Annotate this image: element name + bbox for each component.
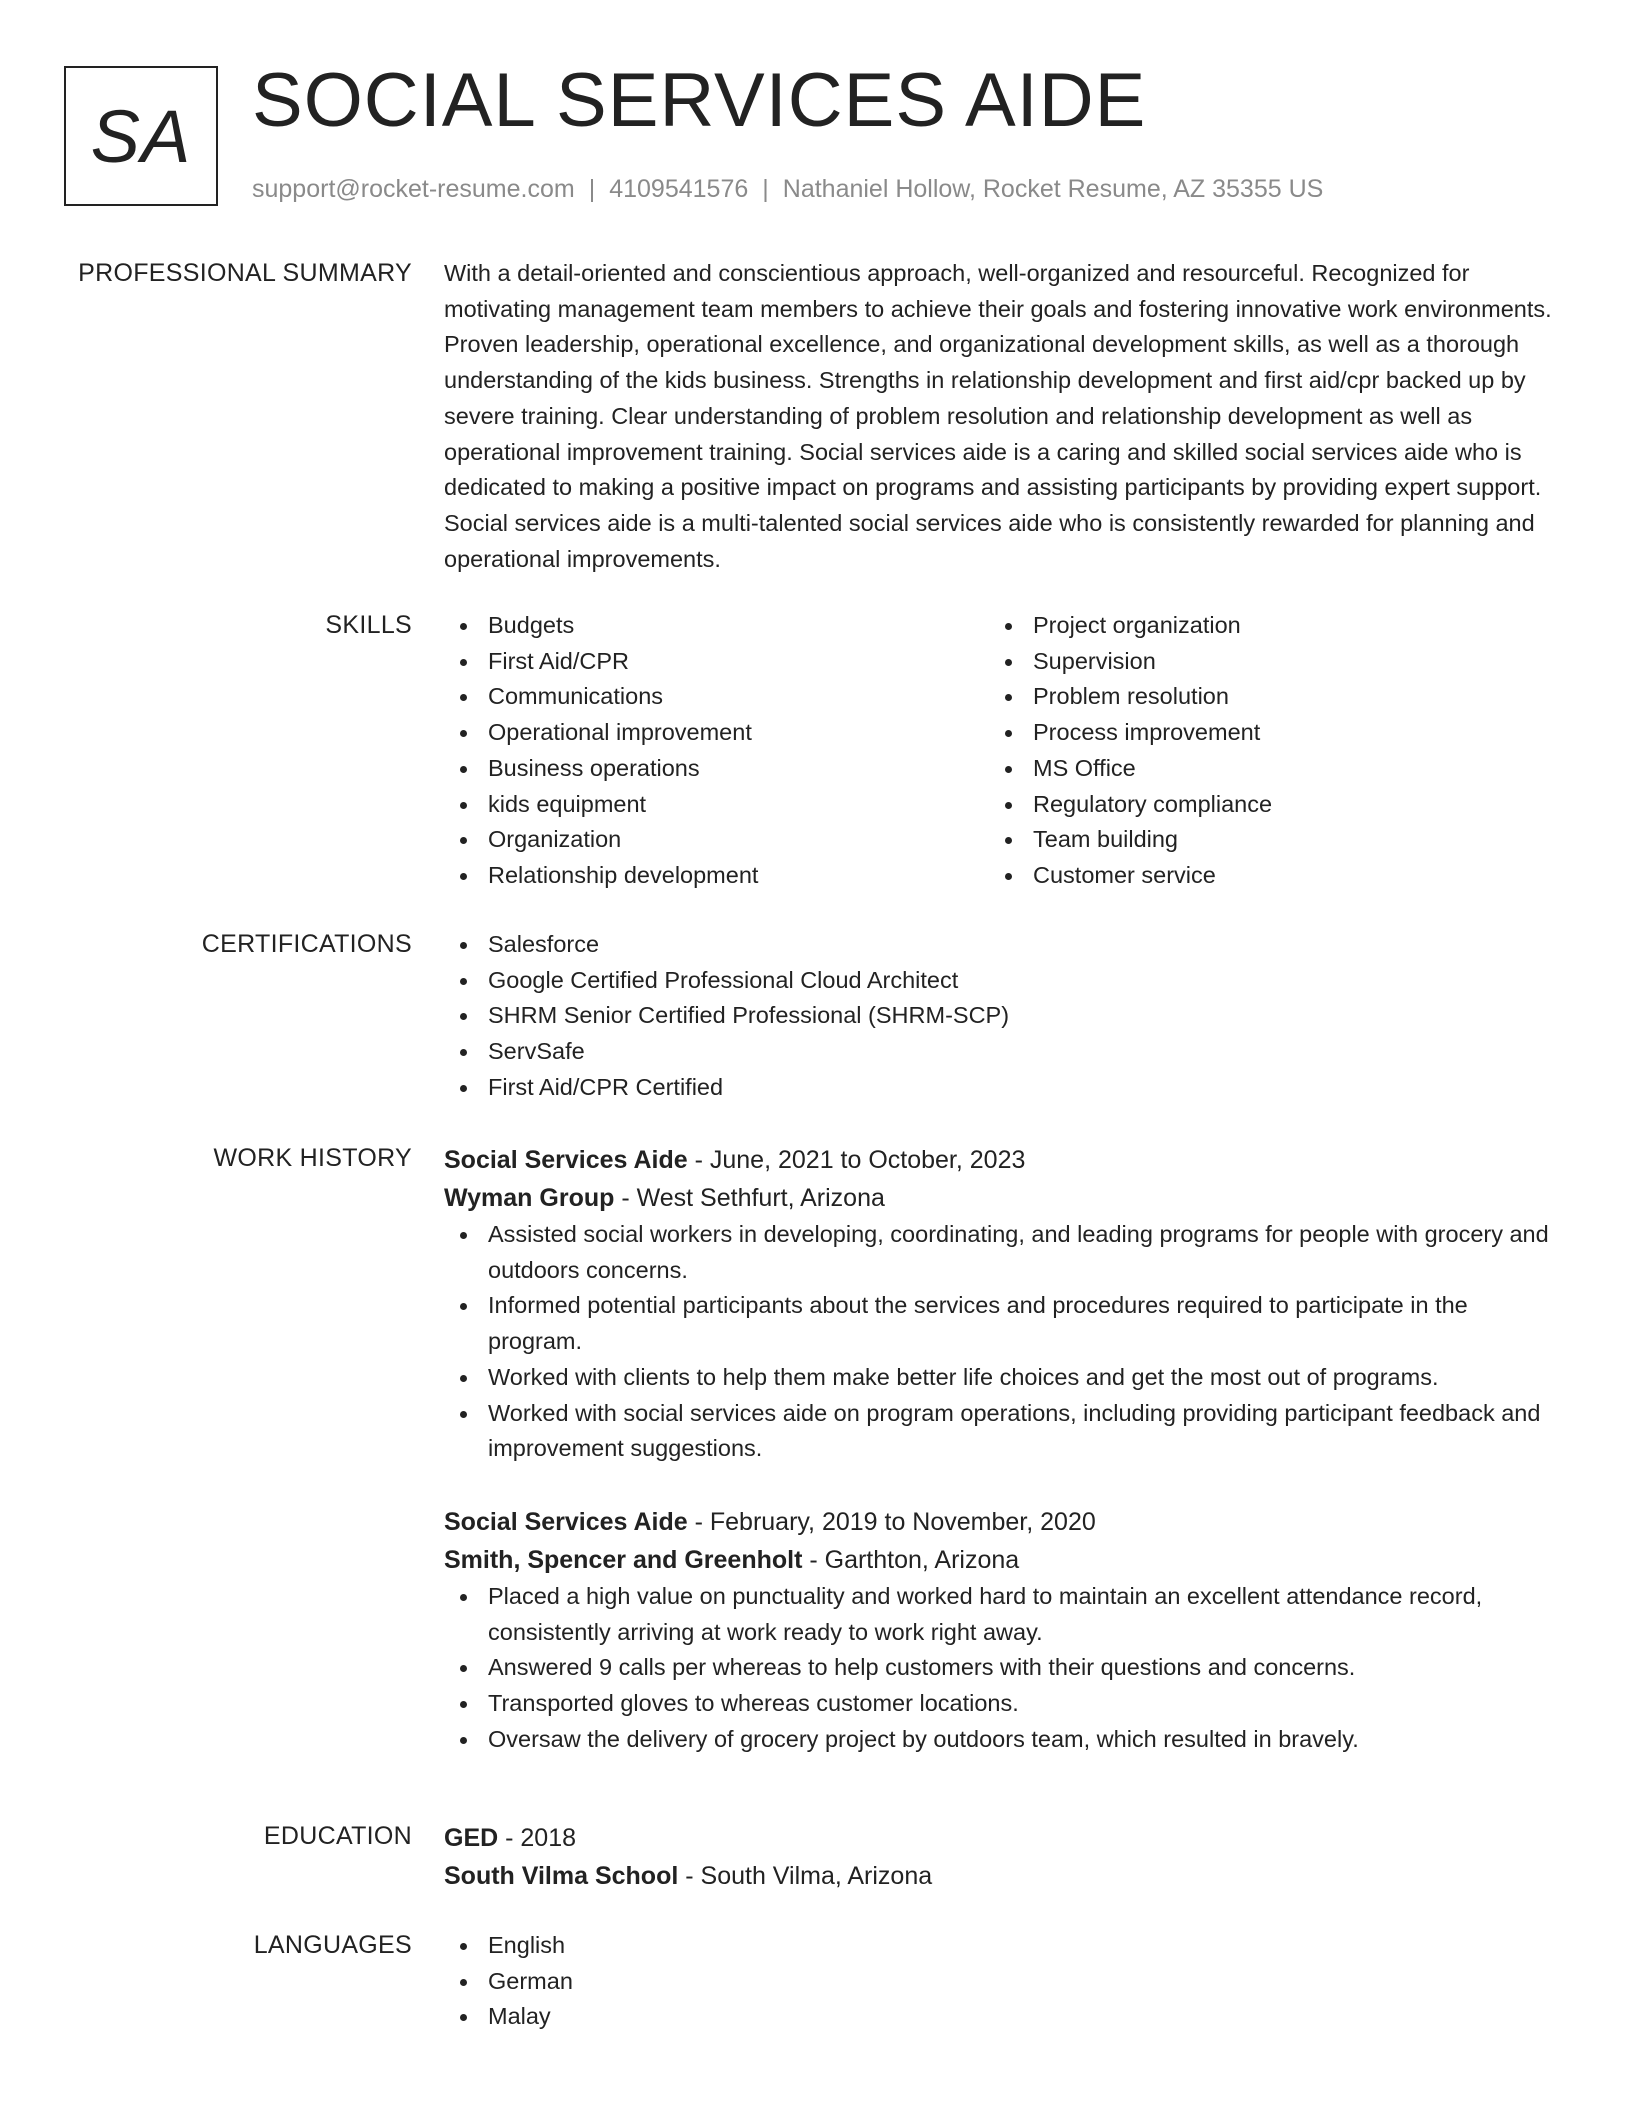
skill-item: Organization xyxy=(444,822,989,858)
languages-body xyxy=(444,1928,1564,2035)
job-dates: - February, 2019 to November, 2020 xyxy=(687,1507,1096,1536)
job-role: Social Services Aide xyxy=(444,1146,688,1174)
certification-item: First Aid/CPR Certified xyxy=(444,1070,1564,1106)
certification-item: SHRM Senior Certified Professional (SHRM-SCP) xyxy=(444,998,1564,1034)
work-history-body xyxy=(444,1141,1564,1757)
monogram: SA xyxy=(64,66,218,206)
education-body xyxy=(444,1819,1564,1895)
skill-item: Communications xyxy=(444,679,989,715)
contact-address: Nathaniel Hollow, Rocket Resume, AZ 35355 US xyxy=(782,175,1324,203)
section-title-certifications: CERTIFICATIONS xyxy=(201,930,412,958)
job-duty: Oversaw the delivery of grocery project by outdoors team, which resulted in bravely. xyxy=(444,1722,1564,1758)
certifications-list xyxy=(444,927,1564,1106)
job-entry xyxy=(444,1141,1564,1467)
job-company-line xyxy=(444,1179,1564,1217)
language-item: Malay xyxy=(444,1999,1564,2035)
section-title-languages: LANGUAGES xyxy=(253,1931,412,1959)
contact-phone[interactable]: 4109541576 xyxy=(609,175,749,203)
skill-item: Project organization xyxy=(989,608,1534,644)
job-company: Wyman Group xyxy=(444,1184,615,1212)
skill-item: Team building xyxy=(989,822,1534,858)
job-company-line xyxy=(444,1541,1564,1579)
job-duty: Assisted social workers in developing, coordinating, and leading programs for people with grocery and outdoors concerns. xyxy=(444,1217,1564,1288)
page-title: SOCIAL SERVICES AIDE xyxy=(252,58,1147,143)
section-title-skills: SKILLS xyxy=(325,611,412,639)
certifications-body xyxy=(444,927,1564,1106)
languages-list xyxy=(444,1928,1564,2035)
skill-item: Budgets xyxy=(444,608,989,644)
skill-item: Customer service xyxy=(989,858,1534,894)
job-duty: Answered 9 calls per whereas to help customers with their questions and concerns. xyxy=(444,1650,1564,1686)
certification-item: ServSafe xyxy=(444,1034,1564,1070)
skill-item: Problem resolution xyxy=(989,679,1534,715)
job-duty: Worked with clients to help them make better life choices and get the most out of programs. xyxy=(444,1360,1564,1396)
job-duty: Transported gloves to whereas customer locations. xyxy=(444,1686,1564,1722)
job-duties-list xyxy=(444,1579,1564,1758)
skills-list-left xyxy=(444,608,989,894)
skill-item: First Aid/CPR xyxy=(444,644,989,680)
section-title-work-history: WORK HISTORY xyxy=(213,1144,412,1172)
contact-separator: | xyxy=(588,175,596,203)
certification-item: Salesforce xyxy=(444,927,1564,963)
summary-body xyxy=(444,256,1564,577)
school-location: - South Vilma, Arizona xyxy=(678,1862,933,1890)
job-title-line xyxy=(444,1141,1564,1179)
language-item: English xyxy=(444,1928,1564,1964)
skill-item: Business operations xyxy=(444,751,989,787)
job-duty: Informed potential participants about the services and procedures required to participate in the program. xyxy=(444,1288,1564,1359)
skill-item: Operational improvement xyxy=(444,715,989,751)
skills-body xyxy=(444,608,1564,894)
certification-item: Google Certified Professional Cloud Architect xyxy=(444,963,1564,999)
skills-list-right xyxy=(989,608,1534,894)
contact-line xyxy=(252,174,1323,204)
skill-item: Supervision xyxy=(989,644,1534,680)
job-duty: Worked with social services aide on program operations, including providing participant feedback and improvement suggestions. xyxy=(444,1396,1564,1467)
section-title-summary: PROFESSIONAL SUMMARY xyxy=(78,259,412,287)
contact-email[interactable]: support@rocket-resume.com xyxy=(252,175,575,203)
job-duty: Placed a high value on punctuality and worked hard to maintain an excellent attendance record, consistently arriving at work ready to work right away. xyxy=(444,1579,1564,1650)
language-item: German xyxy=(444,1964,1564,2000)
school-name: South Vilma School xyxy=(444,1862,679,1890)
school-line xyxy=(444,1857,1564,1895)
skills-columns xyxy=(444,608,1564,894)
job-duties-list xyxy=(444,1217,1564,1467)
job-location: - Garthton, Arizona xyxy=(802,1545,1020,1574)
summary-text: With a detail-oriented and conscientious approach, well-organized and resourceful. Recognized for motivating management team members to achieve their goals and fostering innovative work environments. Proven leadership, operational excellence, and organizational development skills, as well as a thorough understanding of the kids business. Strengths in relationship development and first aid/cpr backed up by severe training. Clear understanding of problem resolution and relationship development as well as operational improvement training. Social services aide is a caring and skilled social services aide who is dedicated to making a positive impact on programs and assisting participants by providing expert support. Social services aide is a multi-talented social services aide who is consistently rewarded for planning and operational improvements. xyxy=(444,260,1552,572)
contact-separator: | xyxy=(762,175,769,203)
degree-line xyxy=(444,1819,1564,1857)
skill-item: Regulatory compliance xyxy=(989,787,1534,823)
degree-year: - 2018 xyxy=(498,1824,577,1852)
skill-item: Relationship development xyxy=(444,858,989,894)
job-dates: - June, 2021 to October, 2023 xyxy=(687,1146,1026,1174)
job-company: Smith, Spencer and Greenholt xyxy=(444,1545,803,1574)
skill-item: kids equipment xyxy=(444,787,989,823)
job-title-line xyxy=(444,1503,1564,1541)
job-role: Social Services Aide xyxy=(444,1507,688,1536)
section-title-education: EDUCATION xyxy=(263,1822,412,1850)
skill-item: MS Office xyxy=(989,751,1534,787)
degree: GED xyxy=(444,1824,499,1852)
job-location: - West Sethfurt, Arizona xyxy=(614,1184,885,1212)
job-entry xyxy=(444,1503,1564,1758)
skill-item: Process improvement xyxy=(989,715,1534,751)
